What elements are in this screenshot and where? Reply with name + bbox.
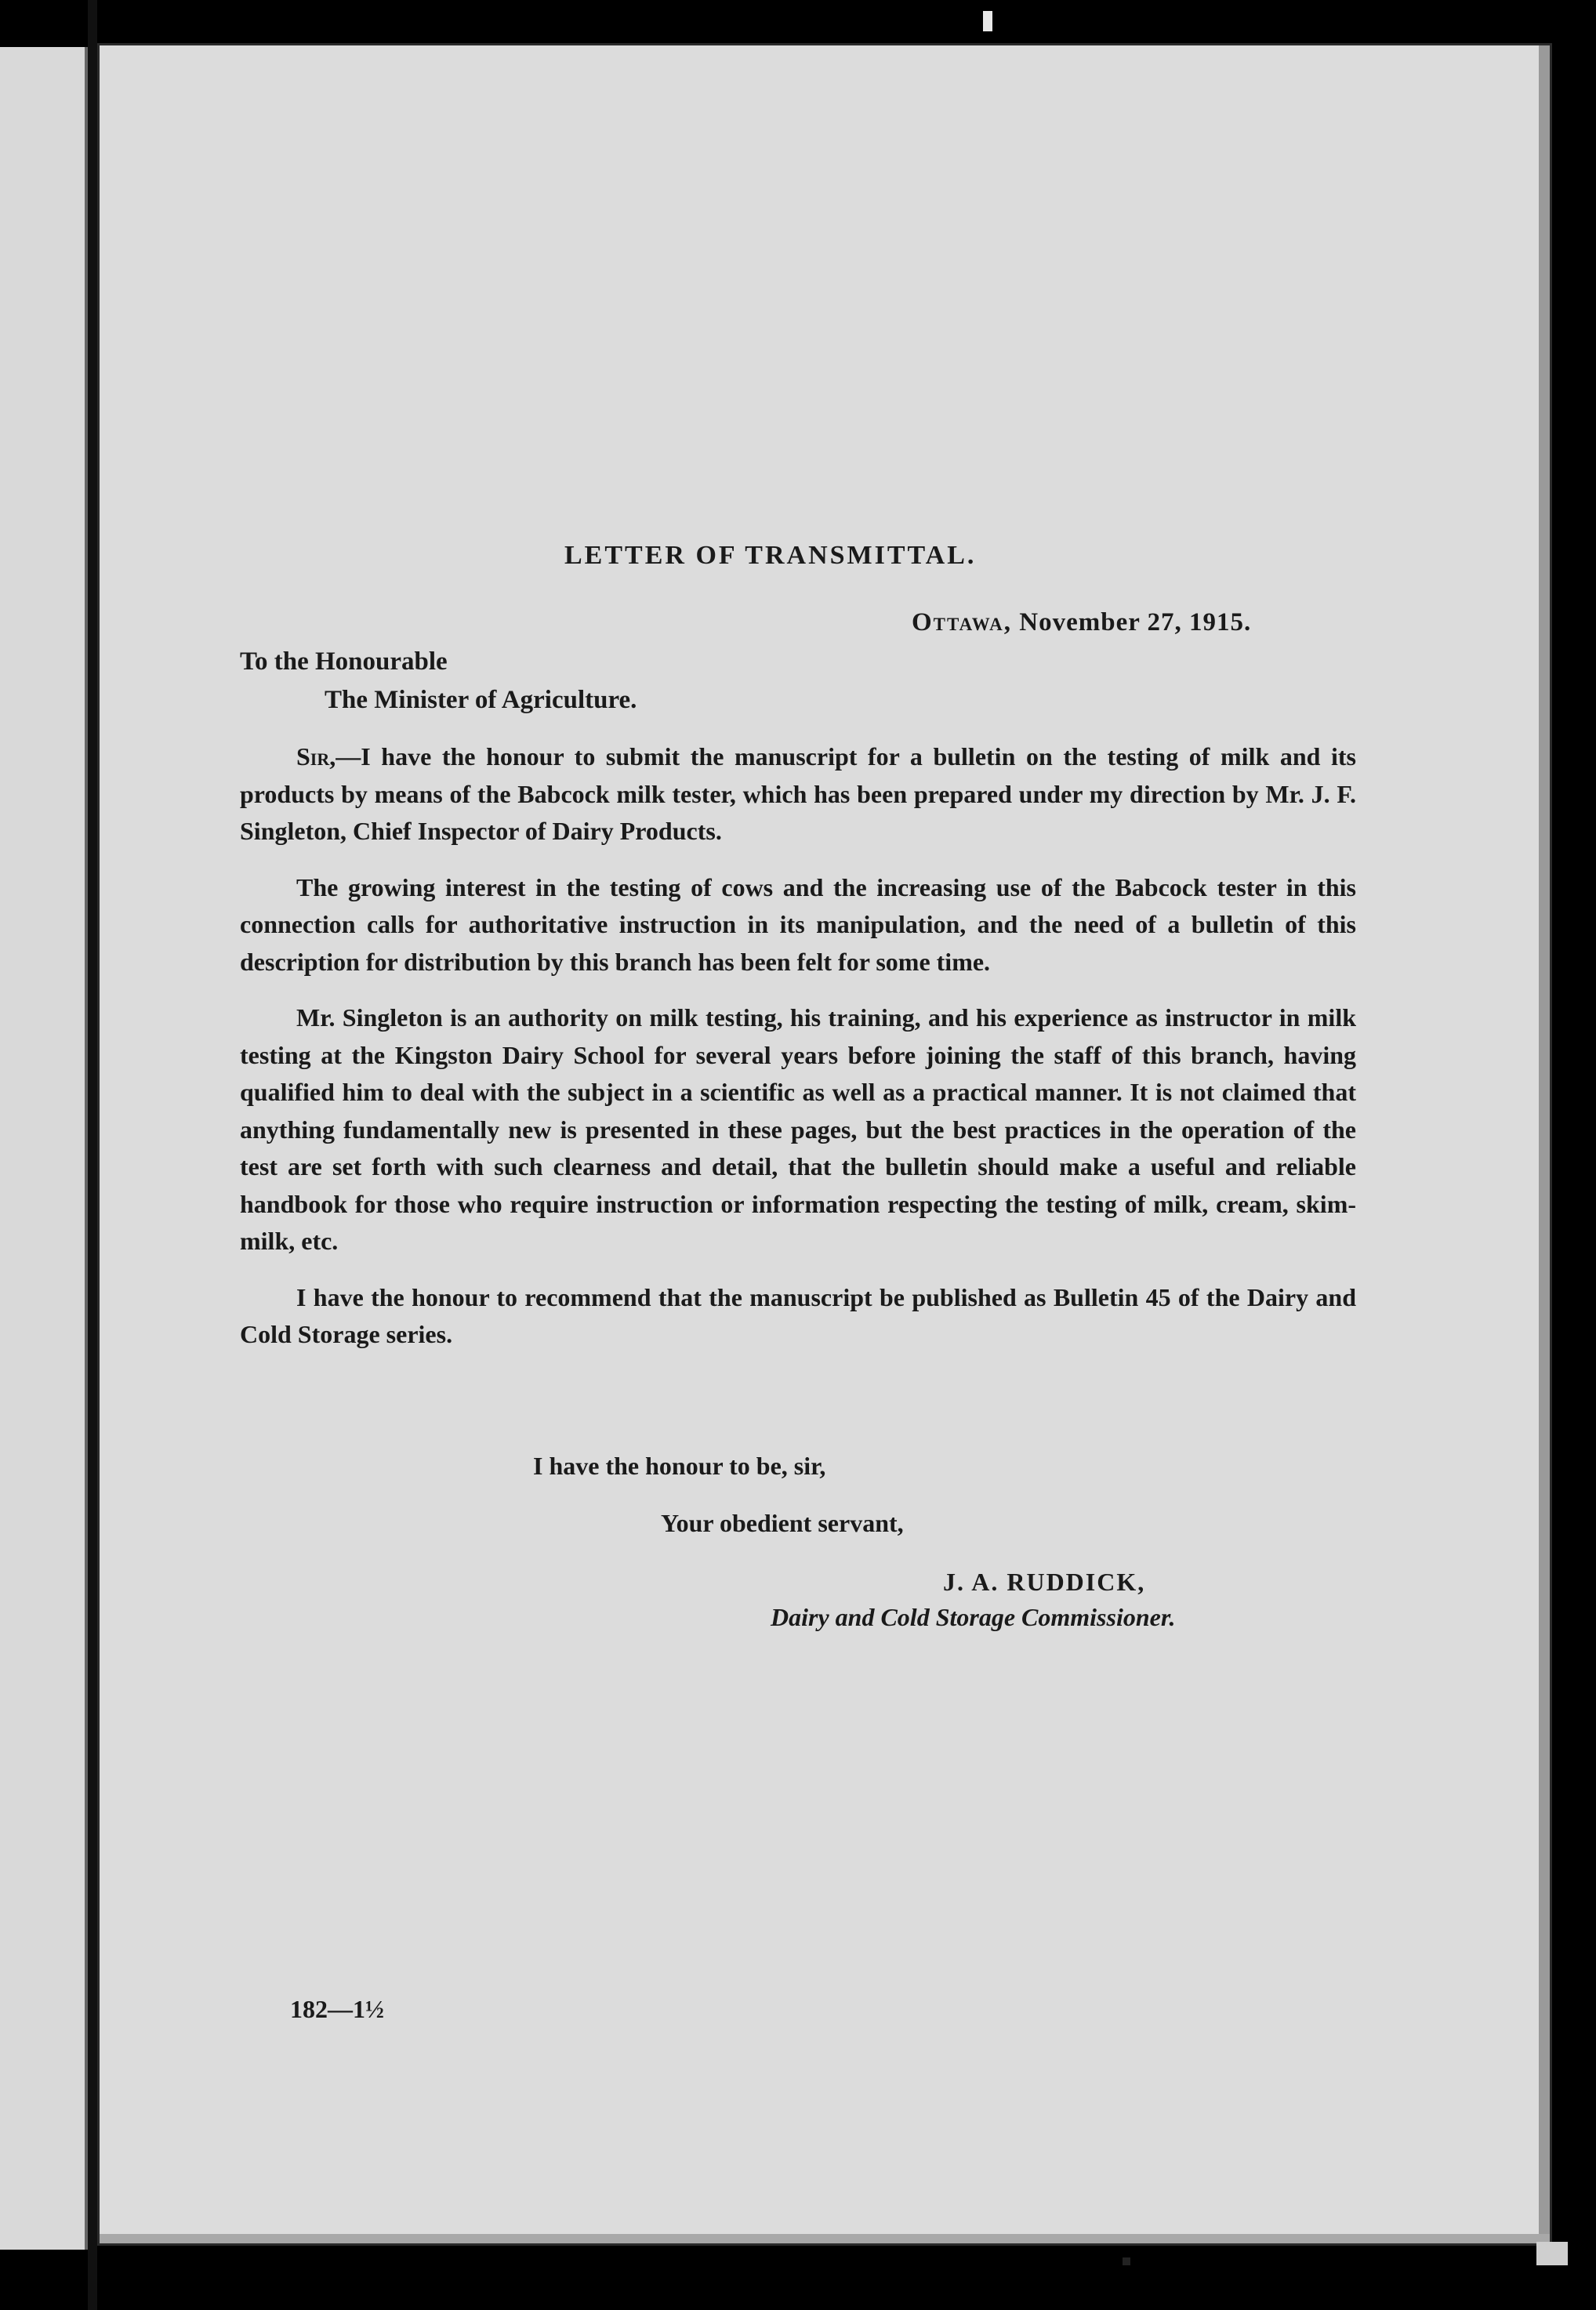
dateline-place: Ottawa, bbox=[912, 608, 1013, 636]
signature-name: J. A. RUDDICK, bbox=[943, 1568, 1146, 1596]
letter-title: LETTER OF TRANSMITTAL. bbox=[564, 541, 977, 570]
closing-line-2: Your obedient servant, bbox=[661, 1509, 904, 1537]
closing-line-1: I have the honour to be, sir, bbox=[533, 1452, 826, 1480]
paragraph-1 bbox=[240, 738, 1356, 850]
letter-body bbox=[240, 738, 1356, 1373]
addressee-block bbox=[240, 643, 637, 720]
book-gutter bbox=[88, 0, 97, 2310]
dateline-date: November 27, 1915. bbox=[1019, 608, 1252, 636]
paragraph-1-text: —I have the honour to submit the manuscript for a bulletin on the testing of milk and its products by means of the Babcock milk tester, which has been prepared under my direction by Mr. J. F. Singleton, Chief Inspector of Dairy Products. bbox=[240, 742, 1356, 845]
dateline bbox=[912, 608, 1251, 637]
paragraph-2: The growing interest in the testing of cows and the increasing use of the Babcock tester in this connection calls for authoritative instruction in its manipulation, and the need of a bulletin of this description for distribution by this branch has been felt for some time. bbox=[240, 872, 1356, 976]
printer-code: 182—1½ bbox=[290, 1995, 384, 2023]
paragraph-4: I have the honour to recommend that the manuscript be published as Bulletin 45 of the Dairy and Cold Storage series. bbox=[240, 1282, 1356, 1348]
scan-mark bbox=[983, 11, 992, 31]
facing-page-edge bbox=[0, 47, 88, 2250]
addressee-line-2: The Minister of Agriculture. bbox=[325, 686, 637, 714]
signature-title: Dairy and Cold Storage Commissioner. bbox=[771, 1603, 1176, 1631]
scan-speck bbox=[1123, 2257, 1130, 2265]
salutation: Sir, bbox=[296, 742, 336, 771]
page-bottom-shadow bbox=[100, 2234, 1550, 2243]
page-edge-shadow bbox=[1539, 45, 1550, 2243]
paragraph-3: Mr. Singleton is an authority on milk testing, his training, and his experience as instructor in milk testing at the Kingston Dairy School for several years before joining the staff of this branch, having qualified him to deal with the subject in a scientific as well as a practical manner. It is not claimed that anything fundamentally new is presented in these pages, but the best practices in the operation of the test are set forth with such clearness and detail, that the bulletin should make a useful and reliable handbook for those who require instruction or information respecting the testing of milk, cream, skim-milk, etc. bbox=[240, 1003, 1356, 1255]
scan-speck bbox=[1536, 2242, 1568, 2265]
addressee-line-1: To the Honourable bbox=[240, 647, 448, 676]
